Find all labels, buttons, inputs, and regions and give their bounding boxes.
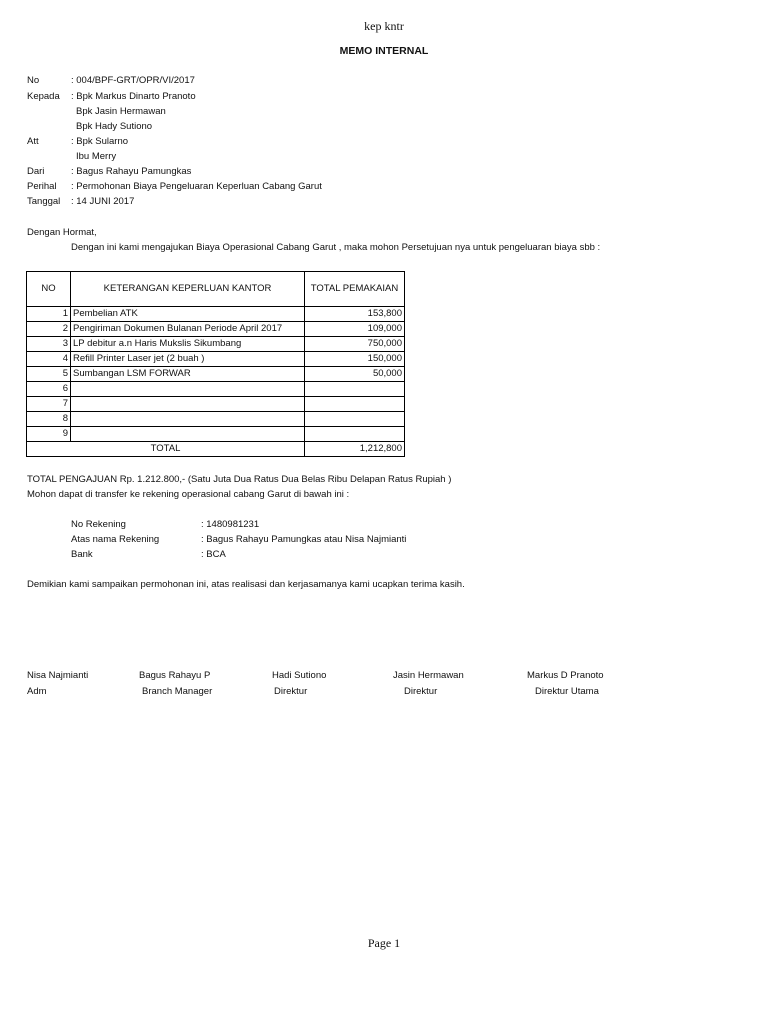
table-total-row bbox=[27, 442, 405, 457]
field-value-att-2: Ibu Merry bbox=[76, 151, 117, 162]
signatory-title: Direktur Utama bbox=[535, 686, 599, 697]
expense-table bbox=[26, 271, 405, 457]
row-description bbox=[71, 412, 305, 427]
row-amount bbox=[305, 427, 405, 442]
row-description bbox=[71, 427, 305, 442]
row-amount: 150,000 bbox=[305, 352, 405, 367]
row-amount: 109,000 bbox=[305, 322, 405, 337]
row-description: LP debitur a.n Haris Mukslis Sikumbang bbox=[71, 337, 305, 352]
field-value-no: : 004/BPF-GRT/OPR/VI/2017 bbox=[71, 75, 195, 86]
field-label-tanggal: Tanggal bbox=[27, 196, 61, 207]
row-amount: 153,800 bbox=[305, 307, 405, 322]
field-label-no: No bbox=[27, 75, 40, 86]
table-row bbox=[27, 427, 405, 442]
signatory-name: Bagus Rahayu P bbox=[139, 670, 211, 681]
bank-value-bank: : BCA bbox=[201, 549, 226, 560]
signatory-title: Direktur bbox=[274, 686, 308, 697]
table-row bbox=[27, 382, 405, 397]
closing-paragraph: Demikian kami sampaikan permohonan ini, atas realisasi dan kerjasamanya kami ucapkan terima kasih. bbox=[27, 579, 465, 590]
row-amount: 750,000 bbox=[305, 337, 405, 352]
row-amount: 50,000 bbox=[305, 367, 405, 382]
table-row bbox=[27, 307, 405, 322]
table-row bbox=[27, 352, 405, 367]
field-value-att: : Bpk Sularno bbox=[71, 136, 129, 147]
field-value-dari: : Bagus Rahayu Pamungkas bbox=[71, 166, 192, 177]
transfer-instruction: Mohon dapat di transfer ke rekening operasional cabang Garut di bawah ini : bbox=[27, 489, 350, 500]
total-request-text: TOTAL PENGAJUAN Rp. 1.212.800,- (Satu Juta Dua Ratus Dua Belas Ribu Delapan Ratus Rupiah ) bbox=[27, 474, 452, 485]
row-description bbox=[71, 382, 305, 397]
total-label: TOTAL bbox=[27, 442, 305, 457]
signatory-title: Adm bbox=[27, 686, 47, 697]
field-value-perihal: : Permohonan Biaya Pengeluaran Keperluan Cabang Garut bbox=[71, 181, 322, 192]
row-description: Pengiriman Dokumen Bulanan Periode April 2017 bbox=[71, 322, 305, 337]
memo-title: MEMO INTERNAL bbox=[339, 45, 429, 57]
signatory-name: Jasin Hermawan bbox=[393, 670, 464, 681]
page-number: Page 1 bbox=[367, 936, 401, 950]
signatory-name: Nisa Najmianti bbox=[27, 670, 89, 681]
table-row bbox=[27, 337, 405, 352]
bank-label-account-number: No Rekening bbox=[71, 519, 126, 530]
row-number: 1 bbox=[27, 307, 71, 322]
row-description: Sumbangan LSM FORWAR bbox=[71, 367, 305, 382]
row-description: Pembelian ATK bbox=[71, 307, 305, 322]
bank-value-account-name: : Bagus Rahayu Pamungkas atau Nisa Najmianti bbox=[201, 534, 407, 545]
greeting: Dengan Hormat, bbox=[27, 227, 97, 238]
row-number: 8 bbox=[27, 412, 71, 427]
table-row bbox=[27, 397, 405, 412]
field-label-kepada: Kepada bbox=[27, 91, 60, 102]
row-number: 5 bbox=[27, 367, 71, 382]
row-number: 3 bbox=[27, 337, 71, 352]
row-number: 7 bbox=[27, 397, 71, 412]
row-number: 2 bbox=[27, 322, 71, 337]
row-description bbox=[71, 397, 305, 412]
bank-label-account-name: Atas nama Rekening bbox=[71, 534, 160, 545]
row-number: 9 bbox=[27, 427, 71, 442]
field-label-dari: Dari bbox=[27, 166, 45, 177]
column-header-description: KETERANGAN KEPERLUAN KANTOR bbox=[71, 272, 305, 307]
signatory-title: Direktur bbox=[404, 686, 438, 697]
total-value: 1,212,800 bbox=[305, 442, 405, 457]
column-header-no: NO bbox=[27, 272, 71, 307]
signatory-name: Markus D Pranoto bbox=[527, 670, 604, 681]
signatory-title: Branch Manager bbox=[142, 686, 213, 697]
document-code: kep kntr bbox=[364, 19, 404, 33]
field-label-perihal: Perihal bbox=[27, 181, 57, 192]
field-value-kepada-2: Bpk Jasin Hermawan bbox=[76, 106, 166, 117]
table-header-row bbox=[27, 272, 405, 307]
field-value-tanggal: : 14 JUNI 2017 bbox=[71, 196, 135, 207]
row-number: 6 bbox=[27, 382, 71, 397]
table-row bbox=[27, 367, 405, 382]
table-row bbox=[27, 322, 405, 337]
row-amount bbox=[305, 397, 405, 412]
row-amount bbox=[305, 382, 405, 397]
column-header-amount: TOTAL PEMAKAIAN bbox=[305, 272, 405, 307]
field-value-kepada-3: Bpk Hady Sutiono bbox=[76, 121, 153, 132]
table-row bbox=[27, 412, 405, 427]
row-amount bbox=[305, 412, 405, 427]
signatory-name: Hadi Sutiono bbox=[272, 670, 327, 681]
field-value-kepada: : Bpk Markus Dinarto Pranoto bbox=[71, 91, 196, 102]
field-label-att: Att bbox=[27, 136, 39, 147]
row-number: 4 bbox=[27, 352, 71, 367]
row-description: Refill Printer Laser jet (2 buah ) bbox=[71, 352, 305, 367]
bank-label-bank: Bank bbox=[71, 549, 93, 560]
intro-paragraph: Dengan ini kami mengajukan Biaya Operasional Cabang Garut , maka mohon Persetujuan nya untuk pengeluaran biaya sbb : bbox=[71, 242, 601, 253]
bank-value-account-number: : 1480981231 bbox=[201, 519, 260, 530]
